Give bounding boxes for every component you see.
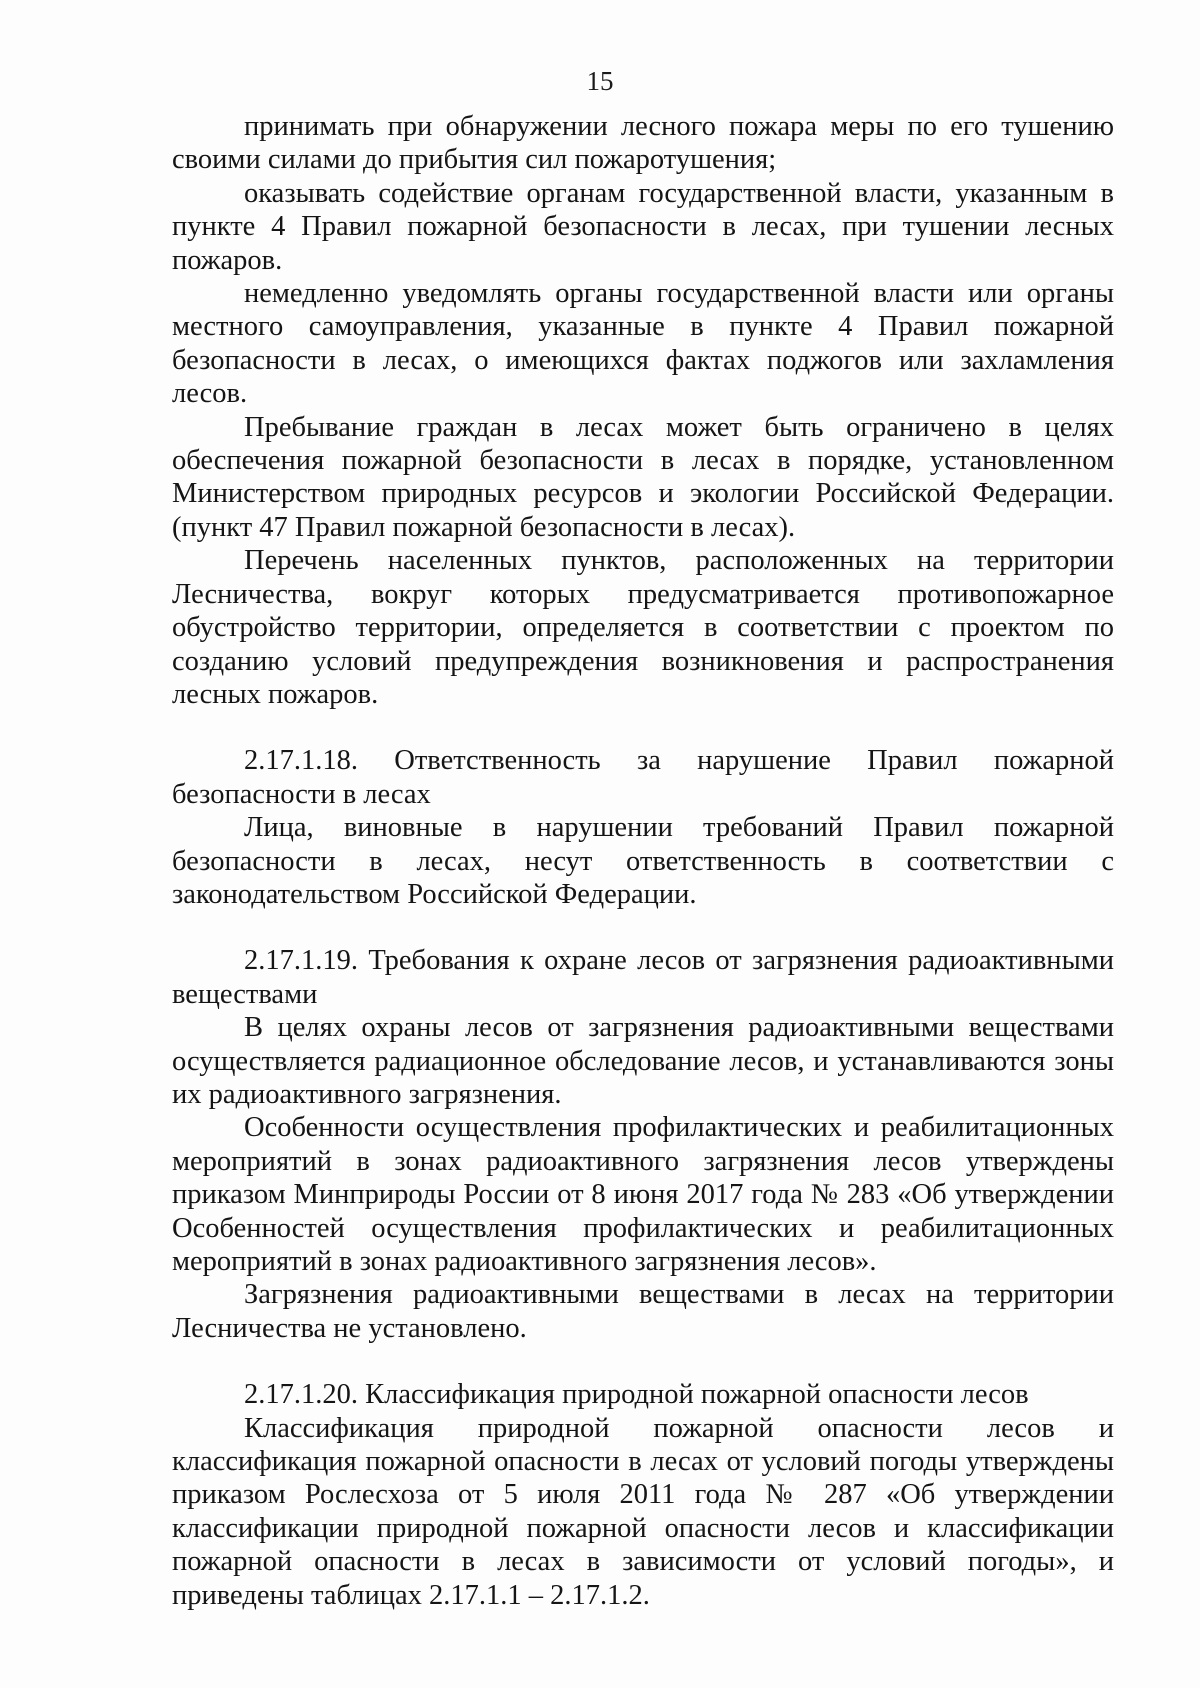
section-heading: 2.17.1.20. Классификация природной пожарной опасности лесов bbox=[244, 1379, 1029, 1411]
paragraph: оказывать содействие органам государственной власти, указанным в пункте 4 Правил пожарной безопасности в лесах, при тушении лесных пожаров. bbox=[172, 177, 1114, 276]
paragraph: Загрязнения радиоактивными веществами в лесах на территории Лесничества не установлено. bbox=[172, 1279, 1114, 1344]
paragraph: В целях охраны лесов от загрязнения радиоактивными веществами осуществляется радиационное обследование лесов, и устанавливаются зоны их радиоактивного загрязнения. bbox=[172, 1012, 1114, 1110]
paragraph: Пребывание граждан в лесах может быть ограничено в целях обеспечения пожарной безопасности в лесах в порядке, установленном Министерством природных ресурсов и экологии Российской Федерации. (пункт 47 Правил пожарной безопасности в лесах). bbox=[172, 411, 1114, 543]
document-body bbox=[172, 110, 1114, 1612]
section-spacer bbox=[172, 1345, 1114, 1378]
section-heading: 2.17.1.19. Требования к охране лесов от загрязнения радиоактивными веществами bbox=[172, 945, 1114, 1010]
page-number: 15 bbox=[586, 66, 614, 96]
section-spacer bbox=[172, 711, 1114, 744]
section-heading: 2.17.1.18. Ответственность за нарушение Правил пожарной безопасности в лесах bbox=[172, 745, 1114, 810]
paragraph: принимать при обнаружении лесного пожара меры по его тушению своими силами до прибытия сил пожаротушения; bbox=[172, 111, 1114, 176]
paragraph: немедленно уведомлять органы государственной власти или органы местного самоуправления, указанные в пункте 4 Правил пожарной безопасности в лесах, о имеющихся фактах поджогов или захламления лесов. bbox=[172, 278, 1114, 410]
paragraph: Классификация природной пожарной опасности лесов и классификация пожарной опасности в лесах от условий погоды утверждены приказом Рослесхоза от 5 июля 2011 года № 287 «Об утверждении классификации природной пожарной опасности лесов и классификации пожарной опасности в лесах в зависимости от условий погоды», и приведены таблицах 2.17.1.1 – 2.17.1.2. bbox=[172, 1412, 1114, 1611]
paragraph: Перечень населенных пунктов, расположенных на территории Лесничества, вокруг которых предусматривается противопожарное обустройство территории, определяется в соответствии с проектом по созданию условий предупреждения возникновения и распространения лесных пожаров. bbox=[172, 545, 1114, 710]
section-spacer bbox=[172, 911, 1114, 944]
paragraph: Лица, виновные в нарушении требований Правил пожарной безопасности в лесах, несут ответственность в соответствии с законодательством Российской Федерации. bbox=[172, 812, 1114, 910]
paragraph: Особенности осуществления профилактических и реабилитационных мероприятий в зонах радиоактивного загрязнения лесов утверждены приказом Минприроды России от 8 июня 2017 года № 283 «Об утверждении Особенностей осуществления профилактических и реабилитационных мероприятий в зонах радиоактивного загрязнения лесов». bbox=[172, 1112, 1114, 1277]
